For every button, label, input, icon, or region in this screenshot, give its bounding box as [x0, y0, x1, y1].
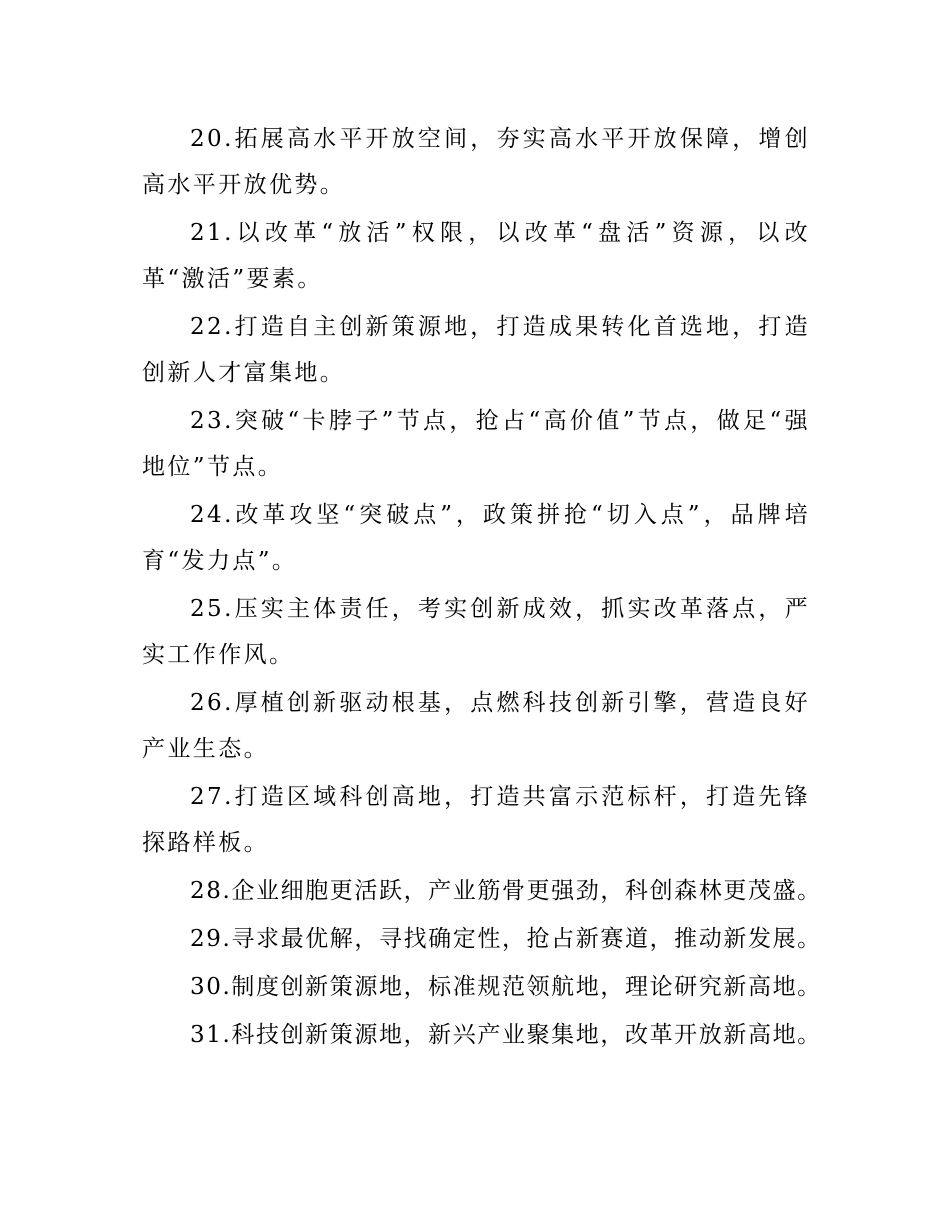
paragraph-27: 27.打造区域科创高地，打造共富示范标杆，打造先锋探路样板。: [142, 784, 810, 856]
paragraph-23: 23.突破“卡脖子”节点，抢占“高价值”节点，做足“强地位”节点。: [142, 408, 810, 480]
paragraph-26: 26.厚植创新驱动根基，点燃科技创新引擎，营造良好产业生态。: [142, 690, 810, 762]
paragraph-31: 31.科技创新策源地，新兴产业聚集地，改革开放新高地。: [190, 1022, 822, 1048]
paragraph-22: 22.打造自主创新策源地，打造成果转化首选地，打造创新人才富集地。: [142, 314, 810, 386]
paragraph-30: 30.制度创新策源地，标准规范领航地，理论研究新高地。: [190, 974, 822, 1000]
paragraph-25: 25.压实主体责任，考实创新成效，抓实改革落点，严实工作作风。: [142, 596, 810, 668]
paragraph-20: 20.拓展高水平开放空间，夯实高水平开放保障，增创高水平开放优势。: [142, 126, 810, 198]
document-body: [142, 116, 822, 1060]
paragraph-24: 24.改革攻坚“突破点”，政策拼抢“切入点”，品牌培育“发力点”。: [142, 502, 810, 574]
paragraph-21: 21.以改革“放活”权限，以改革“盘活”资源，以改革“激活”要素。: [142, 220, 810, 292]
paragraph-28: 28.企业细胞更活跃，产业筋骨更强劲，科创森林更茂盛。: [190, 878, 822, 904]
paragraph-29: 29.寻求最优解，寻找确定性，抢占新赛道，推动新发展。: [190, 926, 822, 952]
